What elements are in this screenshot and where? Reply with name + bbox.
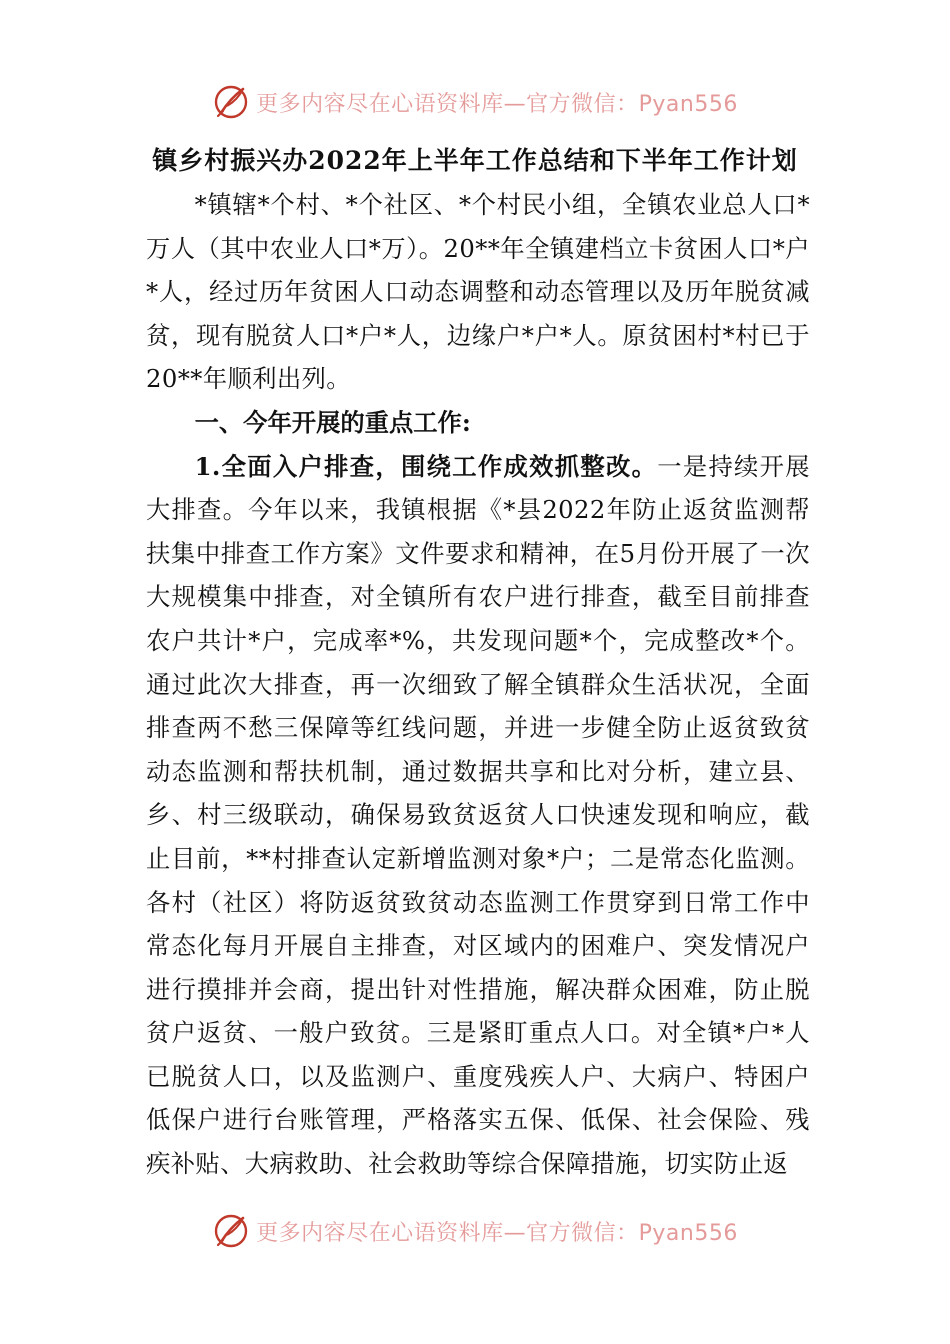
item-body-text: 一是持续开展大排查。今年以来，我镇根据《*县2022年防止返贫监测帮扶集中排查工作方案》文件要求和精神，在5月份开展了一次大规模集中排查，对全镇所有农户进行排查，截至目前排查农户共计*户，完成率*%，共发现问题*个，完成整改*个。通过此次大排查，再一次细致了解全镇群众生活状况，全面排查两不愁三保障等红线问题，并进一步健全防止返贫致贫动态监测和帮扶机制，通过数据共享和比对分析，建立县、乡、村三级联动，确保易致贫返贫人口快速发现和响应，截止目前，**村排查认定新增监测对象*户；二是常态化监测。各村（社区）将防返贫致贫动态监测工作贯穿到日常工作中常态化每月开展自主排查，对区域内的困难户、突发情况户进行摸排并会商，提出针对性措施，解决群众困难，防止脱贫户返贫、一般户致贫。三是紧盯重点人口。对全镇*户*人已脱贫人口，以及监测户、重度残疾人户、大病户、特困户低保户进行台账管理，严格落实五保、低保、社会保险、残疾补贴、大病救助、社会救助等综合保障措施，切实防止返 (146, 451, 810, 1179)
header-banner (0, 77, 950, 127)
footer-banner (0, 1206, 950, 1256)
banner-text: 更多内容尽在心语资料库—官方微信：Pyan556 (256, 1220, 738, 1246)
document-title: 镇乡村振兴办2022年上半年工作总结和下半年工作计划 (152, 146, 798, 175)
section-heading: 一、今年开展的重点工作: (194, 407, 471, 437)
document-body (146, 183, 810, 1186)
intro-paragraph: *镇辖*个村、*个社区、*个村民小组，全镇农业总人口*万人（其中农业人口*万）。20**年全镇建档立卡贫困人口*户*人，经过历年贫困人口动态调整和动态管理以及历年脱贫减贫，现有脱贫人口*户*人，边缘户*户*人。原贫困村*村已于20**年顺利出列。 (146, 190, 810, 394)
banner-text: 更多内容尽在心语资料库—官方微信：Pyan556 (256, 91, 738, 117)
quill-pen-logo-icon (212, 1212, 250, 1250)
item-lead-text: 1.全面入户排查，围绕工作成效抓整改。 (194, 451, 658, 481)
item-paragraph (146, 445, 810, 1186)
quill-pen-logo-icon (212, 83, 250, 121)
